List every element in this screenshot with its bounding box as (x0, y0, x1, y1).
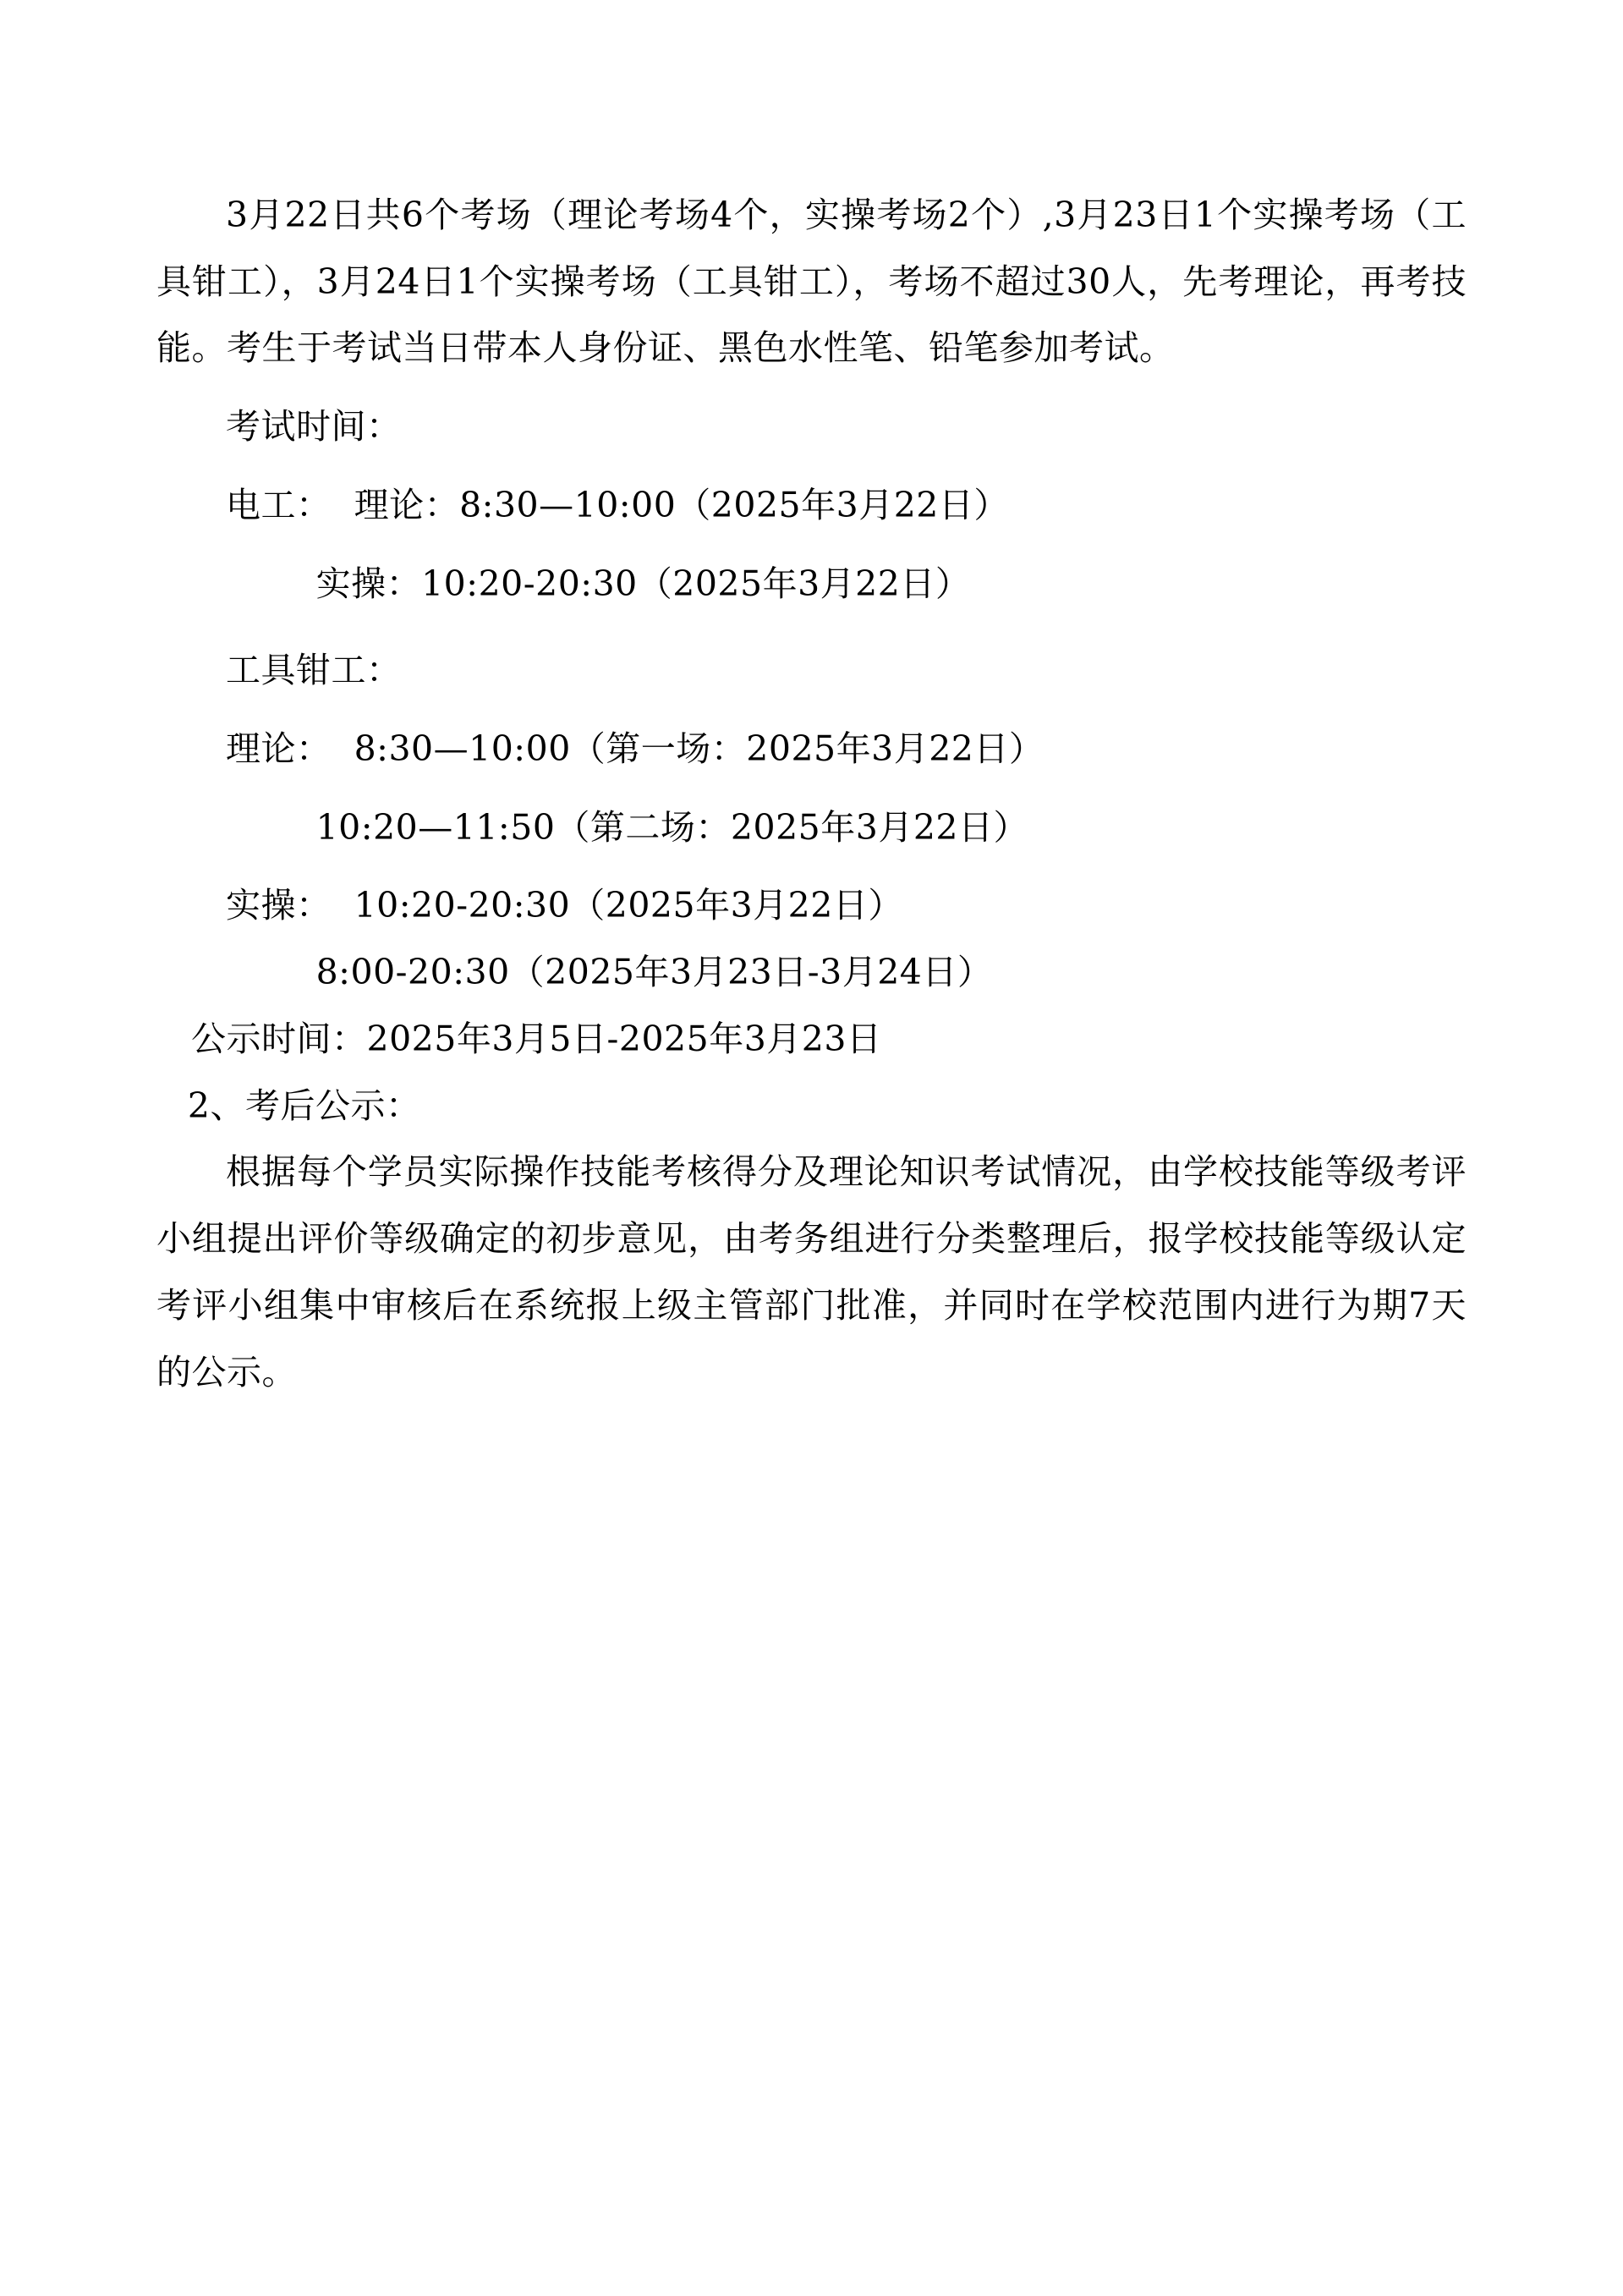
toolmaker-practice-line-2: 8:00-20:30（2025年3月23日-3月24日） (315, 952, 993, 993)
spacer (156, 382, 1467, 393)
paragraph-post-exam-publicity: 根据每个学员实际操作技能考核得分及理论知识考试情况，由学校技能等级考评小组提出评价等级确定的初步意见，由考务组进行分类整理后，报学校技能等级认定考评小组集中审核后在系统报上级主管部门批准，并同时在学校范围内进行为期7天的公示。 (156, 1151, 1467, 1392)
spacer (156, 460, 1467, 472)
toolmaker-theory-line-2: 10:20—11:50（第二场：2025年3月22日） (315, 806, 1029, 848)
spacer (156, 783, 1467, 794)
toolmaker-practice-line-1: 实操： 10:20-20:30（2025年3月22日） (226, 885, 903, 926)
paragraph-exam-rooms: 3月22日共6个考场（理论考场4个，实操考场2个）,3月23日1个实操考场（工具钳工），3月24日1个实操考场（工具钳工），考场不超过30人，先考理论，再考技能。考生于考试当日带本人身份证、黑色水性笔、铅笔参加考试。 (156, 195, 1467, 369)
heading-post-exam-publicity: 2、考后公示： (187, 1085, 421, 1126)
toolmaker-theory-line-1: 理论： 8:30—10:00（第一场：2025年3月22日） (226, 728, 1045, 770)
electrician-theory-line: 电工： 理论：8:30—10:00（2025年3月22日） (226, 484, 1009, 525)
heading-exam-time: 考试时间： (226, 406, 402, 448)
publicity-time-line: 公示时间：2025年3月5日-2025年3月23日 (191, 1018, 882, 1059)
spacer (156, 860, 1467, 872)
spacer (156, 617, 1467, 637)
document-body (156, 182, 1467, 1405)
electrician-practice-line: 实操：10:20-20:30（2025年3月22日） (315, 563, 971, 604)
spacer (156, 539, 1467, 551)
spacer (156, 704, 1467, 716)
heading-toolmaker: 工具钳工： (226, 650, 402, 691)
